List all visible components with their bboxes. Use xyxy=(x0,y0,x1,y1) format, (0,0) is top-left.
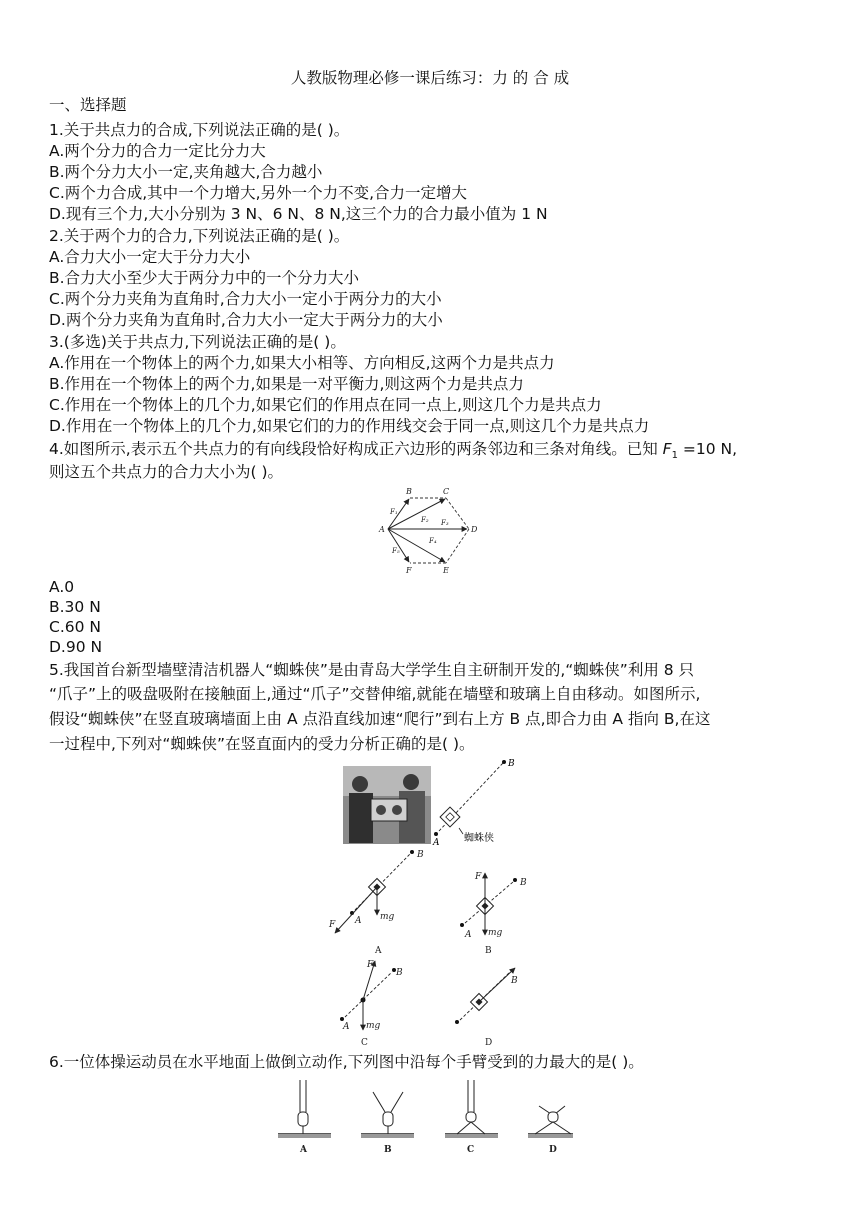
option-b-caption: B xyxy=(485,946,492,956)
label-b: B xyxy=(406,487,412,496)
opt-a-label-mg: mg xyxy=(380,912,395,922)
q2-option-b: B.合力大小至少大于两分力中的一个分力大小 xyxy=(49,269,360,287)
label-c: C xyxy=(443,487,450,496)
option-c-caption: C xyxy=(361,1038,368,1048)
question-3-stem: 3.(多选)关于共点力,下列说法正确的是( )。 xyxy=(49,333,346,351)
force-analysis-options xyxy=(325,845,535,1050)
label-a: A xyxy=(379,525,385,534)
handstand-option-c xyxy=(445,1080,498,1138)
q1-option-a: A.两个分力的合力一定比分力大 xyxy=(49,142,266,160)
option-d-caption: D xyxy=(485,1038,493,1048)
option-d-diagram xyxy=(455,968,518,1048)
label-f: F xyxy=(406,566,412,575)
q2-option-c: C.两个分力夹角为直角时,合力大小一定小于两分力的大小 xyxy=(49,290,442,308)
opt-c-label-f: F xyxy=(367,960,374,970)
opt-c-label-a: A xyxy=(343,1022,350,1032)
opt-a-label-b: B xyxy=(417,850,424,860)
q4-option-d: D.90 N xyxy=(49,638,103,656)
q3-option-b: B.作用在一个物体上的两个力,如果是一对平衡力,则这两个力是共点力 xyxy=(49,375,524,393)
spiderman-robot-figure xyxy=(343,755,533,845)
opt-b-label-f: F xyxy=(475,872,482,882)
handstand-option-b xyxy=(361,1092,414,1138)
handstand-label-a: A xyxy=(300,1145,307,1155)
q4-stem-text-a: 4.如图所示,表示五个共点力的有向线段恰好构成正六边形的两条邻边和三条对角线。已知 xyxy=(49,440,663,458)
force-arrows xyxy=(388,499,467,562)
handstand-figure xyxy=(273,1078,573,1158)
question-5-line3: 假设“蜘蛛侠”在竖直玻璃墙面上由 A 点沿直线加速“爬行”到右上方 B 点,即合力由 A 指向 B,在这 xyxy=(49,710,711,728)
q4-stem-text-b: =10 N, xyxy=(677,440,738,458)
opt-b-label-b: B xyxy=(520,878,527,888)
q1-option-d: D.现有三个力,大小分别为 3 N、6 N、8 N,这三个力的合力最小值为 1 N xyxy=(49,205,548,223)
q3-option-c: C.作用在一个物体上的几个力,如果它们的作用点在同一点上,则这几个力是共点力 xyxy=(49,396,602,414)
q4-var-f: F xyxy=(662,440,672,458)
question-4-stem-line2: 则这五个共点力的合力大小为( )。 xyxy=(49,463,284,481)
question-2-stem: 2.关于两个力的合力,下列说法正确的是( )。 xyxy=(49,227,350,245)
q2-option-d: D.两个分力夹角为直角时,合力大小一定大于两分力的大小 xyxy=(49,311,443,329)
option-c-diagram xyxy=(340,960,403,1048)
q3-option-d: D.作用在一个物体上的几个力,如果它们的力的作用线交会于同一点,则这几个力是共点力 xyxy=(49,417,650,435)
opt-a-label-a: A xyxy=(355,916,362,926)
q4-option-b: B.30 N xyxy=(49,598,101,616)
question-6-stem: 6.一位体操运动员在水平地面上做倒立动作,下列图中沿每个手臂受到的力最大的是( )。 xyxy=(49,1053,644,1071)
label-f5: F₅ xyxy=(392,547,400,555)
hexagon-dashed-edges xyxy=(410,498,469,563)
handstand-option-d xyxy=(528,1106,573,1138)
q3-option-a: A.作用在一个物体上的两个力,如果大小相等、方向相反,这两个力是共点力 xyxy=(49,354,555,372)
handstand-label-d: D xyxy=(549,1145,557,1155)
label-e: E xyxy=(443,566,449,575)
label-f3: F₃ xyxy=(441,519,449,527)
option-a-diagram xyxy=(328,850,424,956)
q5-photo-label-a: A xyxy=(433,838,440,845)
q5-photo-label-b: B xyxy=(508,759,515,769)
handstand-label-b: B xyxy=(384,1145,392,1155)
opt-c-label-mg: mg xyxy=(366,1021,381,1031)
robot-photo xyxy=(343,766,431,844)
q1-option-c: C.两个力合成,其中一个力增大,另外一个力不变,合力一定增大 xyxy=(49,184,468,202)
page-title: 人教版物理必修一课后练习：力 的 合 成 xyxy=(290,69,570,87)
hexagon-force-figure xyxy=(375,483,485,578)
label-d: D xyxy=(471,525,478,534)
question-5-line1: 5.我国首台新型墙壁清洁机器人“蜘蛛侠”是由青岛大学学生自主研制开发的,“蜘蛛侠”利用 8 只 xyxy=(49,661,695,679)
label-f2: F₂ xyxy=(421,516,429,524)
spiderman-caption: 蜘蛛侠 xyxy=(464,833,494,844)
q2-option-a: A.合力大小一定大于分力大小 xyxy=(49,248,251,266)
handstand-label-c: C xyxy=(467,1145,475,1155)
q4-var-sub: 1 xyxy=(671,450,678,462)
question-5-line2: “爪子”上的吸盘吸附在接触面上,通过“爪子”交替伸缩,就能在墙壁和玻璃上自由移动。如图所示, xyxy=(49,685,701,703)
section-heading: 一、选择题 xyxy=(49,96,127,114)
opt-c-label-b: B xyxy=(396,968,403,978)
f5-arrow xyxy=(388,529,409,562)
q4-option-c: C.60 N xyxy=(49,618,101,636)
question-5-line4: 一过程中,下列对“蜘蛛侠”在竖直面内的受力分析正确的是( )。 xyxy=(49,735,475,753)
option-a-caption: A xyxy=(375,946,382,956)
opt-a-label-f: F xyxy=(329,920,336,930)
question-1-stem: 1.关于共点力的合成,下列说法正确的是( )。 xyxy=(49,121,350,139)
opt-b-label-mg: mg xyxy=(488,928,503,938)
q1-option-b: B.两个分力大小一定,夹角越大,合力越小 xyxy=(49,163,323,181)
f4-arrow xyxy=(388,529,445,562)
label-f4: F₄ xyxy=(429,537,437,545)
q4-option-a: A.0 xyxy=(49,578,75,596)
label-f1: F₁ xyxy=(390,508,398,516)
option-b-diagram xyxy=(460,872,527,956)
opt-d-label-b: B xyxy=(511,976,518,986)
handstand-option-a xyxy=(278,1080,331,1138)
opt-b-label-a: A xyxy=(465,930,472,940)
